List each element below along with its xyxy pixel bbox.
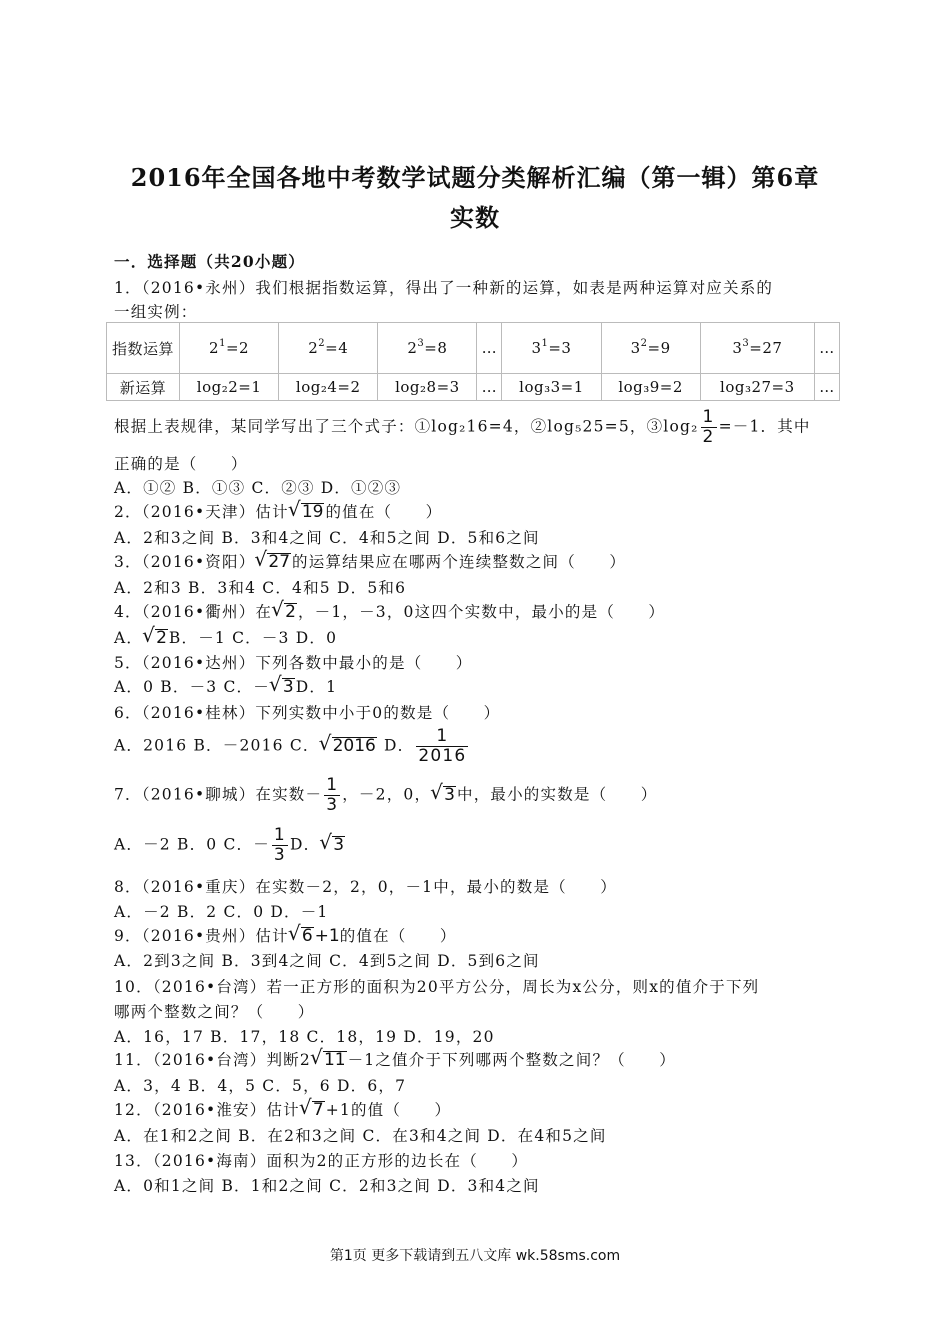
q12-options: A．在1和2之间 B．在2和3之间 C．在3和4之间 D．在4和5之间 (114, 1127, 607, 1145)
exponent-log-table (106, 322, 840, 401)
table-cell: $3^2=9$ (601, 323, 700, 374)
sqrt-expression: √ 3 (321, 834, 345, 855)
q6-options: A．2016 B．－2016 C．√ 2016 D． $\frac{1}{2016}$ (114, 727, 470, 766)
table-cell: $3^1=3$ (502, 323, 601, 374)
table-cell: log₂4=2 (279, 374, 378, 401)
q1-line4: 正确的是（ ） (114, 455, 248, 473)
q6-question: 6．（2016•桂林）下列实数中小于0的数是（ ） (114, 704, 501, 722)
sqrt-expression: √ 6 (290, 925, 314, 946)
q10-options: A．16，17 B．17，18 C．18，19 D．19，20 (114, 1028, 495, 1046)
q11-question: 11．（2016•台湾）判断2√ 11 －1之值介于下列哪两个整数之间？（ ） (114, 1048, 676, 1070)
page-footer: 第1页 更多下载请到五八文库 wk.58sms.com (329, 1248, 621, 1264)
sqrt-expression: √ 27 (256, 551, 291, 572)
fraction: $\frac{1}{3}$ (326, 775, 339, 815)
table-cell: … (815, 374, 840, 401)
sqrt-expression: √ 2 (144, 627, 168, 648)
table-row (107, 374, 840, 401)
q5-question: 5．（2016•达州）下列各数中最小的是（ ） (114, 654, 473, 672)
q3-question: 3．（2016•资阳）√ 27 的运算结果应在哪两个连续整数之间（ ） (114, 550, 626, 572)
table-cell: $2^1=2$ (180, 323, 279, 374)
document-title-line1: 2016年全国各地中考数学试题分类解析汇编（第一辑）第6章 (130, 163, 820, 192)
q7-options: A．－2 B．0 C．－ $\frac{1}{3}$ D．√ 3 (114, 826, 346, 865)
q4-options: A．√ 2 B．－1 C．－3 D．0 (114, 626, 337, 648)
q4-question: 4．（2016•衢州）在√ 2 ，－1，－3，0这四个实数中，最小的是（ ） (114, 600, 665, 622)
sqrt-expression: √ 2 (273, 601, 297, 622)
fraction: $\frac{1}{2}$ (702, 407, 715, 447)
q8-question: 8．（2016•重庆）在实数－2，2，0，－1中，最小的数是（ ） (114, 878, 617, 896)
q10-line2: 哪两个整数之间？（ ） (114, 1003, 315, 1021)
sqrt-expression: √ 3 (432, 784, 456, 805)
q5-options: A．0 B．－3 C．－√ 3 D．1 (114, 675, 337, 697)
q1-line1: 1．（2016•永州）我们根据指数运算，得出了一种新的运算，如表是两种运算对应关系的 (114, 279, 774, 297)
q11-options: A．3，4 B．4，5 C．5，6 D．6，7 (114, 1077, 407, 1095)
q1-options: A．①② B．①③ C．②③ D．①②③ (114, 479, 402, 497)
q13-options: A．0和1之间 B．1和2之间 C．2和3之间 D．3和4之间 (114, 1177, 540, 1195)
sqrt-expression: √ 19 (290, 501, 325, 522)
q10-line1: 10．（2016•台湾）若一正方形的面积为20平方公分，周长为x公分，则x的值介于下列 (114, 978, 760, 996)
table-cell: … (477, 374, 502, 401)
table-cell: log₂2=1 (180, 374, 279, 401)
table-cell: $2^3=8$ (378, 323, 477, 374)
fraction: $\frac{1}{3}$ (273, 825, 286, 865)
table-cell: … (477, 323, 502, 374)
sqrt-expression: √ 2016 (321, 735, 377, 756)
fraction: $\frac{1}{2016}$ (418, 726, 467, 766)
document-title-line2: 实数 (450, 203, 500, 232)
q8-options: A．－2 B．2 C．0 D．－1 (114, 903, 329, 921)
table-cell: … (815, 323, 840, 374)
q1-line2: 一组实例： (114, 303, 198, 321)
table-cell: log₃3=1 (502, 374, 601, 401)
table-cell: $3^3=27$ (700, 323, 814, 374)
q13-question: 13．（2016•海南）面积为2的正方形的边长在（ ） (114, 1152, 529, 1170)
table-cell: log₂8=3 (378, 374, 477, 401)
sqrt-expression: √ 3 (271, 676, 295, 697)
q9-question: 9．（2016•贵州）估计√ 6 +1的值在（ ） (114, 924, 457, 946)
q1-statement: 根据上表规律，某同学写出了三个式子：①log₂16=4，②log₅25=5，③log₂ $\frac{1}{2}$ =－1．其中 (114, 407, 811, 447)
table-cell: log₃27=3 (700, 374, 814, 401)
q2-question: 2．（2016•天津）估计√ 19 的值在（ ） (114, 500, 442, 522)
sqrt-expression: √ 11 (312, 1049, 347, 1070)
q2-options: A．2和3之间 B．3和4之间 C．4和5之间 D．5和6之间 (114, 529, 540, 547)
q12-question: 12．（2016•淮安）估计√ 7 +1的值（ ） (114, 1098, 451, 1120)
section-heading: 一．选择题（共20小题） (114, 252, 305, 271)
q9-options: A．2到3之间 B．3到4之间 C．4到5之间 D．5到6之间 (114, 952, 540, 970)
table-row (107, 323, 840, 374)
table-row-head: 新运算 (107, 374, 180, 401)
q3-options: A．2和3 B．3和4 C．4和5 D．5和6 (114, 579, 407, 597)
table-row-head: 指数运算 (107, 323, 180, 374)
table-cell: log₃9=2 (601, 374, 700, 401)
table-cell: $2^2=4$ (279, 323, 378, 374)
q7-question: 7．（2016•聊城）在实数－ $\frac{1}{3}$ ，－2，0，√ 3 中，最小的实数是（ ） (114, 776, 657, 815)
sqrt-expression: √ 7 (301, 1099, 325, 1120)
